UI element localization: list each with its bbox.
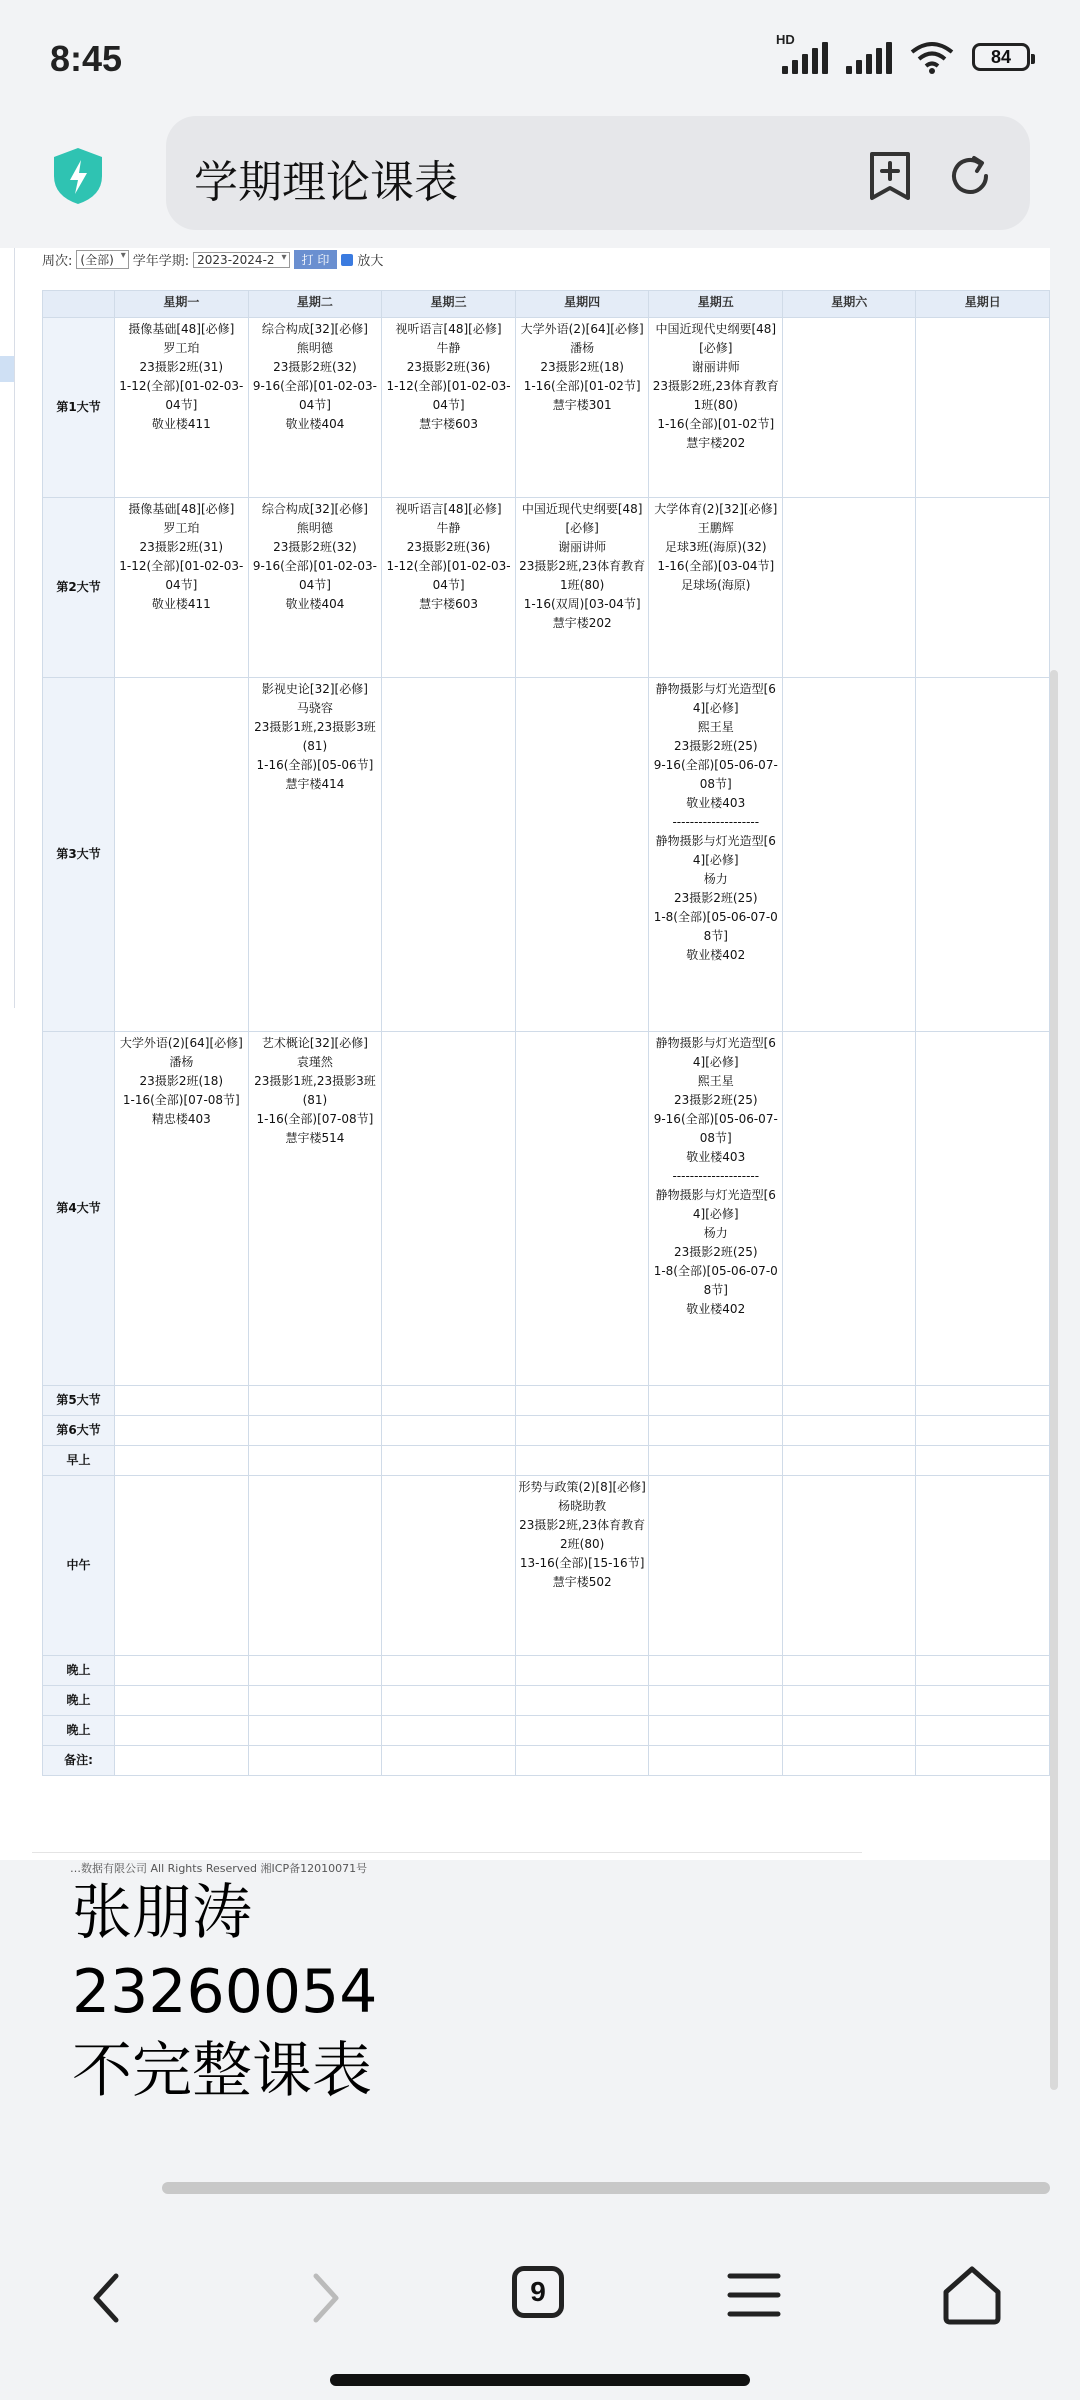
note-remark: 不完整课表	[72, 2036, 372, 2106]
timetable-cell	[515, 498, 649, 678]
timetable-row	[43, 318, 1050, 498]
header-wednesday: 星期三	[382, 291, 516, 318]
timetable-cell	[515, 318, 649, 498]
timetable-row	[43, 1446, 1050, 1476]
period-label: 第6大节	[43, 1416, 115, 1446]
timetable-cell	[515, 1656, 649, 1686]
timetable-cell	[515, 1746, 649, 1776]
timetable-cell	[783, 1746, 916, 1776]
course-info: 中国近现代史纲要[48][必修] 谢丽讲师 23摄影2班,23体育教育1班(80) 1-16(双周)[03-04节] 慧宇楼202	[519, 502, 646, 630]
period-label: 晚上	[43, 1686, 115, 1716]
timetable-cell	[916, 1716, 1050, 1746]
timetable-row	[43, 1716, 1050, 1746]
add-bookmark-icon[interactable]	[862, 148, 918, 204]
note-student-id: 23260054	[72, 1957, 378, 2027]
home-icon[interactable]	[940, 2264, 1004, 2326]
timetable-cell	[382, 1416, 516, 1446]
timetable-cell	[783, 318, 916, 498]
period-label: 第1大节	[43, 318, 115, 498]
course-info: 形势与政策(2)[8][必修] 杨晓助教 23摄影2班,23体育教育2班(80) 13-16(全部)[15-16节] 慧宇楼502	[518, 1480, 646, 1589]
timetable-cell	[783, 678, 916, 1032]
period-label: 晚上	[43, 1716, 115, 1746]
timetable-cell	[115, 1386, 249, 1416]
header-friday: 星期五	[649, 291, 783, 318]
timetable-row	[43, 1686, 1050, 1716]
wifi-icon	[910, 40, 954, 74]
timetable-cell	[649, 678, 783, 1032]
timetable-row	[43, 1032, 1050, 1386]
footer-divider	[32, 1852, 862, 1853]
timetable-cell	[783, 1716, 916, 1746]
timetable-cell	[115, 678, 249, 1032]
period-label: 第4大节	[43, 1032, 115, 1386]
battery-icon: 84	[972, 43, 1030, 71]
timetable-cell	[649, 1746, 783, 1776]
timetable-cell	[916, 1416, 1050, 1446]
timetable-cell	[649, 498, 783, 678]
timetable-cell	[382, 1686, 516, 1716]
course-info: 综合构成[32][必修] 熊明德 23摄影2班(32) 9-16(全部)[01-02-03-04节] 敬业楼404	[252, 502, 377, 611]
timetable-cell	[248, 1032, 382, 1386]
timetable-cell	[248, 1686, 382, 1716]
timetable-cell	[248, 1716, 382, 1746]
timetable-cell	[916, 678, 1050, 1032]
timetable-cell	[248, 1476, 382, 1656]
timetable-cell	[916, 1746, 1050, 1776]
course-info: 视听语言[48][必修] 牛静 23摄影2班(36) 1-12(全部)[01-02-03-04节] 慧宇楼603	[386, 502, 511, 611]
timetable-cell	[649, 1416, 783, 1446]
timetable-cell	[115, 1476, 249, 1656]
left-sidebar	[0, 248, 15, 1008]
timetable-cell	[382, 498, 516, 678]
timetable-row	[43, 498, 1050, 678]
timetable-cell	[916, 1686, 1050, 1716]
security-shield-icon[interactable]	[50, 146, 106, 206]
timetable-cell	[382, 1716, 516, 1746]
timetable-cell	[248, 1386, 382, 1416]
timetable-cell	[515, 678, 649, 1032]
timetable-cell	[649, 1476, 783, 1656]
timetable-cell	[515, 1476, 649, 1656]
web-page	[0, 248, 1050, 1875]
back-icon[interactable]	[86, 2268, 126, 2328]
vertical-scrollbar[interactable]	[1050, 670, 1058, 2090]
timetable-cell	[115, 318, 249, 498]
timetable-cell	[916, 1476, 1050, 1656]
timetable-cell	[382, 1446, 516, 1476]
signal-hd-icon	[776, 32, 828, 74]
timetable-row	[43, 1386, 1050, 1416]
timetable-cell	[248, 1656, 382, 1686]
course-info: 视听语言[48][必修] 牛静 23摄影2班(36) 1-12(全部)[01-02-03-04节] 慧宇楼603	[386, 322, 511, 431]
timetable-cell	[382, 1746, 516, 1776]
timetable-cell	[649, 1386, 783, 1416]
period-label: 中午	[43, 1476, 115, 1656]
timetable-cell	[115, 1656, 249, 1686]
period-label: 第3大节	[43, 678, 115, 1032]
filter-bar	[42, 250, 383, 269]
timetable-cell	[115, 1686, 249, 1716]
header-tuesday: 星期二	[248, 291, 382, 318]
header-monday: 星期一	[115, 291, 249, 318]
timetable-cell	[382, 1032, 516, 1386]
timetable-cell	[783, 1686, 916, 1716]
period-label: 第5大节	[43, 1386, 115, 1416]
week-select[interactable]: (全部) ▾	[76, 250, 128, 269]
timetable-cell	[115, 498, 249, 678]
timetable-row	[43, 1656, 1050, 1686]
timetable-cell	[382, 1656, 516, 1686]
horizontal-scrollbar[interactable]	[162, 2182, 1050, 2194]
menu-icon[interactable]	[726, 2270, 782, 2320]
timetable-cell	[783, 1446, 916, 1476]
course-info: 艺术概论[32][必修] 袁瑾然 23摄影1班,23摄影3班(81) 1-16(全部)[07-08节] 慧宇楼514	[254, 1036, 376, 1145]
header-thursday: 星期四	[515, 291, 649, 318]
status-time: 8:45	[50, 38, 123, 79]
timetable-cell	[916, 1656, 1050, 1686]
timetable-cell	[649, 1032, 783, 1386]
signal-icon	[846, 40, 892, 74]
course-info: 摄像基础[48][必修] 罗工珀 23摄影2班(31) 1-12(全部)[01-02-03-04节] 敬业楼411	[119, 502, 244, 611]
period-label: 备注:	[43, 1746, 115, 1776]
timetable-row	[43, 678, 1050, 1032]
course-info: 摄像基础[48][必修] 罗工珀 23摄影2班(31) 1-12(全部)[01-02-03-04节] 敬业楼411	[119, 322, 244, 431]
timetable-cell	[515, 1686, 649, 1716]
timetable-cell	[115, 1746, 249, 1776]
course-info: 大学外语(2)[64][必修] 潘杨 23摄影2班(18) 1-16(全部)[07-08节] 精忠楼403	[119, 1036, 243, 1126]
timetable-cell	[248, 1416, 382, 1446]
term-select[interactable]: 2023-2024-2 ▾	[193, 252, 289, 268]
timetable-cell	[248, 318, 382, 498]
period-label: 早上	[43, 1446, 115, 1476]
timetable-cell	[515, 1716, 649, 1746]
timetable-cell	[783, 1476, 916, 1656]
timetable-cell	[248, 1746, 382, 1776]
note-name: 张朋涛	[72, 1878, 252, 1948]
timetable-cell	[649, 1686, 783, 1716]
course-info: 中国近现代史纲要[48][必修] 谢丽讲师 23摄影2班,23体育教育1班(80) 1-16(全部)[01-02节] 慧宇楼202	[652, 322, 779, 450]
timetable-cell	[115, 1446, 249, 1476]
sidebar-marker	[0, 356, 14, 382]
refresh-icon[interactable]	[942, 148, 998, 204]
course-info: 静物摄影与灯光造型[64][必修] 熙王星 23摄影2班(25) 9-16(全部)[05-06-07-08节] 敬业楼403 -------------------- 静物摄影与灯光造型[64][必修] 杨力 23摄影2班(25) 1-8(全部)[05-06-07-08节] 敬业楼402	[653, 682, 778, 962]
week-label: 周次:	[42, 254, 73, 269]
timetable-cell	[916, 1386, 1050, 1416]
timetable-cell	[649, 1716, 783, 1746]
timetable-cell	[916, 498, 1050, 678]
timetable-cell	[248, 1446, 382, 1476]
zoom-checkbox[interactable]	[341, 254, 353, 266]
timetable-cell	[783, 1386, 916, 1416]
timetable-cell	[515, 1032, 649, 1386]
network-label: HD	[776, 32, 795, 47]
timetable-cell	[382, 1386, 516, 1416]
header-saturday: 星期六	[783, 291, 916, 318]
timetable-row	[43, 1476, 1050, 1656]
timetable-row	[43, 1746, 1050, 1776]
timetable-cell	[115, 1716, 249, 1746]
timetable-cell	[382, 678, 516, 1032]
course-info: 综合构成[32][必修] 熊明德 23摄影2班(32) 9-16(全部)[01-02-03-04节] 敬业楼404	[252, 322, 377, 431]
timetable-cell	[916, 1032, 1050, 1386]
timetable-row	[43, 1416, 1050, 1446]
timetable-cell	[783, 1656, 916, 1686]
status-bar	[0, 0, 1080, 110]
gesture-home-bar[interactable]	[330, 2374, 750, 2386]
timetable-cell	[916, 1446, 1050, 1476]
timetable-cell	[783, 498, 916, 678]
course-info: 影视史论[32][必修] 马骁容 23摄影1班,23摄影3班(81) 1-16(全部)[05-06节] 慧宇楼414	[254, 682, 376, 791]
timetable-cell	[382, 318, 516, 498]
timetable-header-row	[43, 291, 1050, 318]
term-label: 学年学期:	[132, 254, 190, 269]
period-label: 晚上	[43, 1656, 115, 1686]
timetable-cell	[649, 318, 783, 498]
header-corner	[43, 291, 115, 318]
timetable-cell	[783, 1416, 916, 1446]
timetable-cell	[649, 1656, 783, 1686]
course-info: 大学体育(2)[32][必修] 王鹏辉 足球3班(海原)(32) 1-16(全部)[03-04节] 足球场(海原)	[654, 502, 778, 592]
timetable-cell	[115, 1032, 249, 1386]
zoom-label: 放大	[357, 254, 384, 269]
timetable-cell	[649, 1446, 783, 1476]
timetable-cell	[515, 1446, 649, 1476]
timetable-cell	[515, 1386, 649, 1416]
timetable-cell	[115, 1416, 249, 1446]
page-title[interactable]: 学期理论课表	[194, 157, 458, 208]
status-icons	[776, 32, 1030, 74]
timetable-cell	[248, 498, 382, 678]
print-button[interactable]: 打 印	[294, 250, 338, 269]
period-label: 第2大节	[43, 498, 115, 678]
course-info: 大学外语(2)[64][必修] 潘杨 23摄影2班(18) 1-16(全部)[01-02节] 慧宇楼301	[520, 322, 644, 412]
timetable-cell	[783, 1032, 916, 1386]
course-info: 静物摄影与灯光造型[64][必修] 熙王星 23摄影2班(25) 9-16(全部)[05-06-07-08节] 敬业楼403 -------------------- 静物摄影与灯光造型[64][必修] 杨力 23摄影2班(25) 1-8(全部)[05-06-07-08节] 敬业楼402	[653, 1036, 778, 1316]
timetable	[42, 290, 1050, 1776]
forward-icon[interactable]	[306, 2268, 346, 2328]
header-sunday: 星期日	[916, 291, 1050, 318]
timetable-cell	[916, 318, 1050, 498]
copyright-text: …数据有限公司 All Rights Reserved 湘ICP备12010071号	[70, 1862, 368, 1875]
timetable-cell	[515, 1416, 649, 1446]
timetable-cell	[248, 678, 382, 1032]
tabs-icon[interactable]: 9	[512, 2266, 564, 2318]
timetable-cell	[382, 1476, 516, 1656]
